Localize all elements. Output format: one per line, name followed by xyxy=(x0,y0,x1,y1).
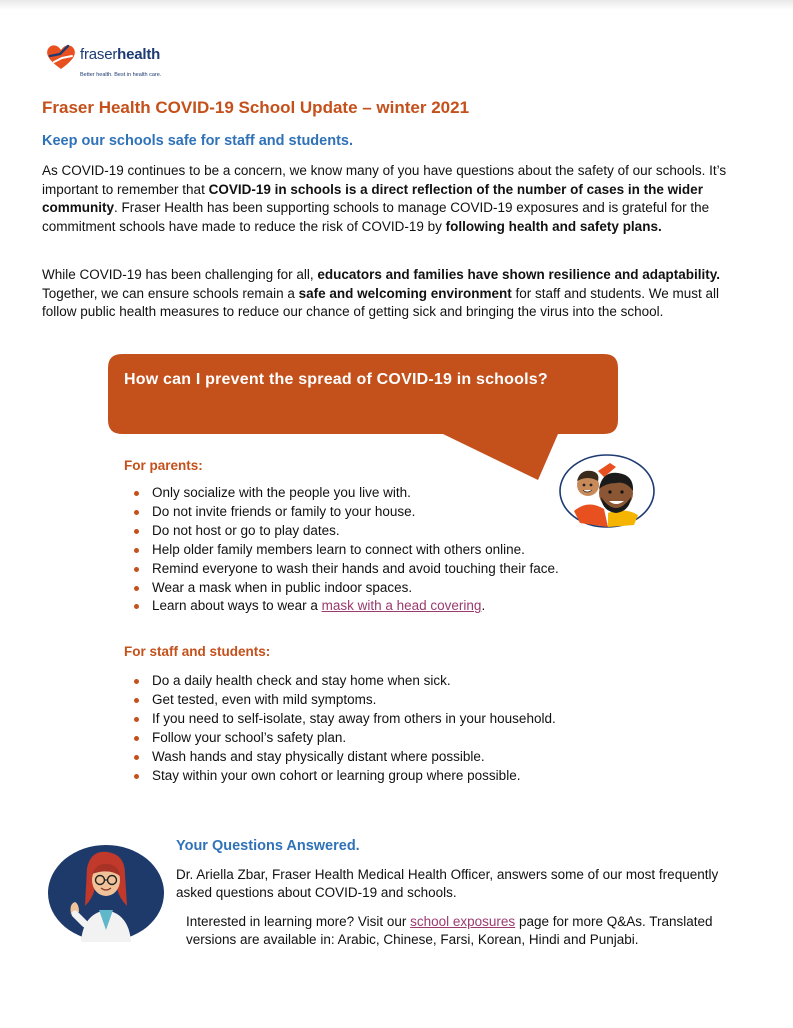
list-item-text: Only socialize with the people you live with. xyxy=(152,485,411,500)
intro-paragraph-1 xyxy=(42,162,757,236)
qa-learn-more-prefix: Interested in learning more? Visit our xyxy=(186,914,411,929)
list-item xyxy=(130,672,556,691)
bullet-icon xyxy=(134,698,139,703)
p1-bold-b: COVID-19 in schools is a direct reflection of the number of cases in the wider community xyxy=(42,181,703,216)
p2-text-c: Together, we can ensure schools remain a xyxy=(42,285,299,301)
bullet-icon xyxy=(134,679,139,684)
list-item xyxy=(130,503,559,522)
list-item-text: If you need to self-isolate, stay away from others in your household. xyxy=(152,710,556,726)
p1-text-a: As COVID-19 continues to be a concern, we know many of you have questions about the safety of our schools. It’s important to remember that xyxy=(42,163,727,197)
qa-description: Dr. Ariella Zbar, Fraser Health Medical Health Officer, answers some of our most frequently asked questions about COVID-19 and schools. xyxy=(176,867,719,900)
qa-learn-more xyxy=(186,913,766,948)
bullet-icon xyxy=(134,774,139,779)
list-item xyxy=(130,767,556,786)
p2-text-a: While COVID-19 has been challenging for all, xyxy=(42,267,318,282)
bullet-icon xyxy=(134,604,139,609)
heart-logo-icon xyxy=(44,42,78,72)
parents-heading: For parents: xyxy=(124,458,203,473)
list-item-text: Do not host or go to play dates. xyxy=(152,522,340,538)
list-item xyxy=(130,560,559,579)
p2-text-e: for staff and students. We must all follow public health measures to reduce our chance of getting sick and bringing the virus into the school. xyxy=(42,285,720,320)
qa-learn-more-suffix: page for more Q&As. Translated versions are available in: Arabic, Chinese, Farsi, Korean, Hindi and Punjabi. xyxy=(186,914,713,947)
logo-name-light: fraser xyxy=(80,46,118,63)
list-item-text: Get tested, even with mild symptoms. xyxy=(152,691,377,707)
p1-bold-d: following health and safety plans. xyxy=(445,218,662,234)
p2-bold-d: safe and welcoming environment xyxy=(298,285,512,301)
list-item-text: Wash hands and stay physically distant where possible. xyxy=(152,748,485,764)
list-item xyxy=(130,597,559,616)
list-item xyxy=(130,579,559,598)
list-item-text: Stay within your own cohort or learning group where possible. xyxy=(152,767,521,783)
bullet-icon xyxy=(134,491,139,496)
list-item-text: Learn about ways to wear a xyxy=(152,598,322,614)
bullet-icon xyxy=(134,717,139,722)
list-item xyxy=(130,748,556,767)
list-item xyxy=(130,522,559,541)
parents-list xyxy=(130,484,559,616)
p1-text-c: . Fraser Health has been supporting schools to manage COVID-19 exposures and is grateful for the commitment schools have made to reduce the risk of COVID-19 by xyxy=(42,200,710,234)
doctor-avatar-illustration xyxy=(47,844,165,942)
list-item xyxy=(130,541,559,560)
list-item-text: Wear a mask when in public indoor spaces. xyxy=(152,579,413,595)
bullet-icon xyxy=(134,529,139,534)
list-item-text: Remind everyone to wash their hands and avoid touching their face. xyxy=(152,560,559,576)
bullet-icon xyxy=(134,586,139,591)
bullet-icon xyxy=(134,736,139,741)
list-item-text: Do a daily health check and stay home when sick. xyxy=(152,673,451,688)
logo-name-bold: health xyxy=(117,46,161,63)
qa-heading: Your Questions Answered. xyxy=(176,838,360,854)
logo-wordmark xyxy=(80,46,160,63)
bullet-icon xyxy=(134,755,139,760)
bullet-icon xyxy=(134,567,139,572)
fraser-health-logo xyxy=(44,42,184,82)
list-item-text: Do not invite friends or family to your house. xyxy=(152,503,416,519)
callout-heading: How can I prevent the spread of COVID-19 in schools? xyxy=(124,371,548,388)
p2-bold-b: educators and families have shown resilience and adaptability. xyxy=(317,267,721,282)
list-item xyxy=(130,710,556,729)
staff-heading: For staff and students: xyxy=(124,644,271,659)
list-item xyxy=(130,691,556,710)
parent-child-illustration xyxy=(558,453,656,529)
page-subtitle: Keep our schools safe for staff and students. xyxy=(42,133,353,149)
list-item-text: Follow your school’s safety plan. xyxy=(152,729,347,745)
list-item xyxy=(130,729,556,748)
list-item-text: Help older family members learn to connect with others online. xyxy=(152,541,525,557)
list-item-suffix: . xyxy=(481,598,486,614)
logo-tagline: Better health. Best in health care. xyxy=(80,72,162,78)
page-title: Fraser Health COVID-19 School Update – winter 2021 xyxy=(42,98,470,117)
list-item xyxy=(130,484,559,503)
bullet-icon xyxy=(134,548,139,553)
staff-list xyxy=(130,672,556,785)
intro-paragraph-2 xyxy=(42,266,757,322)
school-exposures-link[interactable]: school exposures xyxy=(410,914,516,929)
page-top-shadow xyxy=(0,0,793,10)
mask-head-covering-link[interactable]: mask with a head covering xyxy=(321,598,482,614)
bullet-icon xyxy=(134,510,139,515)
